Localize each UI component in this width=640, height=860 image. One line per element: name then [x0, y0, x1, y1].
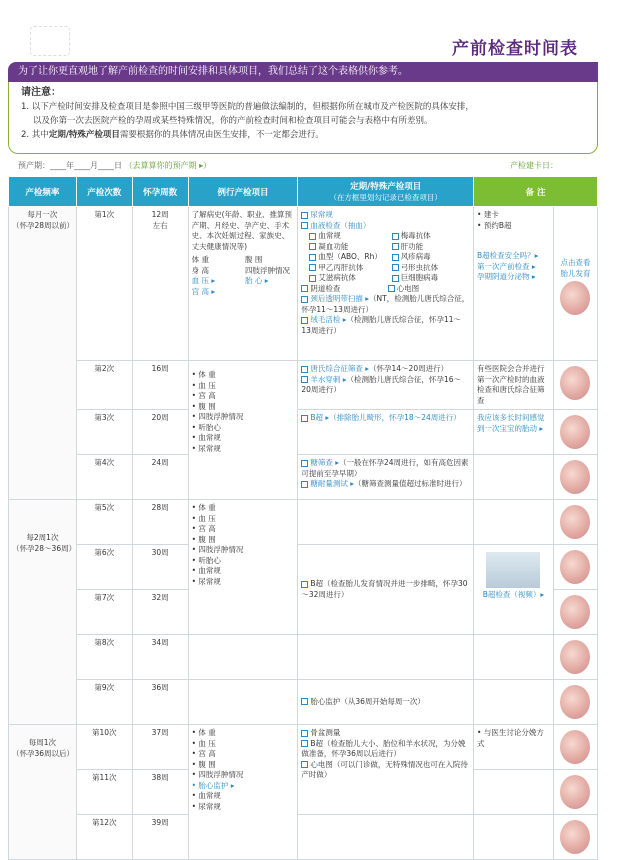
visit-number: 第1次 — [76, 207, 132, 361]
remarks: • 建卡 • 预约B超 B超检查安全吗？▸ 第一次产前检查 ▸ 孕期阴道分泌物 ▸ — [474, 207, 554, 361]
amnio-link[interactable]: 羊水穿刺 ▸ — [310, 374, 347, 384]
header-visit: 产检次数 — [76, 177, 132, 207]
first-checkup-link[interactable]: 第一次产前检查 ▸ — [477, 261, 536, 271]
video-thumbnail[interactable] — [486, 552, 540, 588]
special-items: 尿常规 血液检查（抽血） 血常规 梅毒抗体 凝血功能 肝功能 血型（ABO、Rh） 风疹病毒 甲乙丙肝抗体 弓形虫抗体 艾滋病抗体 巨细胞病毒 阴道检查 心电图 颈后透明带扫描 ▸（NT，检测胎儿唐氏综合征，怀孕11～13周进行） 绒毛活检 ▸（检测胎儿唐氏综合征，怀孕11～13周进行） — [298, 207, 474, 361]
fundal-height-link[interactable]: 宫 高 ▸ — [191, 286, 216, 296]
fetus-image[interactable] — [560, 505, 590, 539]
fetus-dev-link[interactable]: 点击查看胎儿发育 — [560, 258, 591, 278]
notes-box — [8, 82, 598, 154]
cvs-link[interactable]: 绒毛活检 ▸ — [310, 315, 347, 324]
note-2: 2. 其中定期/特殊产检项目需要根据你的具体情况由医生安排，不一定都会进行。 — [21, 130, 324, 140]
header-remarks: 备 注 — [474, 177, 598, 207]
bp-link[interactable]: 血 压 ▸ — [191, 276, 216, 285]
fetus-image[interactable] — [560, 640, 590, 674]
bscan-video-link[interactable]: B超检查（视频）▸ — [482, 590, 545, 599]
down-screen-link[interactable]: 唐氏综合征筛查 ▸ — [310, 364, 370, 373]
header-weeks: 怀孕周数 — [132, 177, 188, 207]
nst-link[interactable]: • 胎心监护 ▸ — [192, 781, 295, 792]
page-title: 产前检查时间表 — [452, 39, 578, 59]
glucose-screen-link[interactable]: 糖筛查 ▸ — [310, 458, 340, 467]
due-date-label: 预产期：____年____月____日 — [18, 161, 122, 170]
fetus-image[interactable] — [560, 366, 590, 400]
gtt-link[interactable]: 糖耐量测试 ▸ — [310, 479, 355, 488]
discharge-link[interactable]: 孕期阴道分泌物 ▸ — [477, 272, 536, 281]
fetus-image[interactable] — [560, 730, 590, 764]
routine-items: • 体 重 • 血 压 • 宫 高 • 腹 围 • 四肢浮肿情况 • 胎心监护 ▸ • 血常规 • 尿常规 — [188, 725, 298, 860]
header-frequency: 产检频率 — [9, 177, 77, 207]
routine-items: 了解病史(年龄、职业、推算预产期、月经史、孕产史、手术史、本次妊娠过程、家族史、丈夫健康情况等) 体 重 腹 围 身 高 四肢浮肿情况 血 压 ▸ 胎 心 ▸ 宫 高 ▸ — [188, 207, 298, 361]
due-date-link[interactable]: （去算算你的预产期 ▸） — [124, 161, 212, 170]
header-special: 定期/特殊产检项目 （在方框里划勾记录已检查项目） — [298, 177, 474, 207]
card-date-label: 产检建卡日： — [510, 161, 558, 170]
bscan-anomaly-link[interactable]: B超 ▸（排除胎儿畸形，怀孕18～24周进行） — [310, 413, 461, 422]
bscan-safe-link[interactable]: B超检查安全吗？▸ — [477, 251, 539, 260]
fetal-movement-link[interactable]: 我应该多长时间感觉到一次宝宝的胎动 ▸ — [474, 410, 554, 455]
fetus-column — [553, 207, 597, 361]
checkbox[interactable] — [301, 212, 308, 219]
date-line — [18, 160, 598, 171]
schedule-table: 产检频率 产检次数 怀孕周数 例行产检项目 定期/特殊产检项目 （在方框里划勾记录已检查项目） 备 注 每月一次 （怀孕28周以前） 第1次 12周 左右 了解病史(年龄、职业、推算预产期、月经史、孕产史、手术史、本次妊娠过程、家族史、丈夫健康情况等) 体 重 腹 围 身 高 四肢浮肿情况 血 压 ▸ 胎 心 ▸ 宫 高 ▸ 尿常规 血液检查（抽血） 血常规 梅毒抗体 凝血功能 肝功能 血型（ABO、Rh） 风疹病毒 甲乙丙肝抗体 弓形虫抗体 艾滋病抗体 巨细胞病毒 阴道检查 心电图 颈后透明带扫描 ▸（NT，检测胎儿唐氏综合征，怀孕11～13周进行） 绒毛活检 ▸（检测胎儿唐氏综合征，怀孕11～13周进行） • 建卡 • 预约B超 B超检查安全吗？▸ 第一次产前检查 ▸ 孕期阴道分泌物 ▸ 点击查看胎儿发育 第2次 16周 • 体 重 • 血 压 • 宫 高 • 腹 围 • 四肢浮肿情况 • 听胎心 • 血常规 • 尿常规 唐氏综合征筛查 ▸（怀孕14～20周进行） 羊水穿刺 ▸（检测胎儿唐氏综合征，怀孕16～20周进行） 有些医院会合并进行第一次产检时的血液检查和唐氏综合征筛查 第3次 20周 B超 ▸（排除胎儿畸形，怀孕18～24周进行） 我应该多长时间感觉到一次宝宝的胎动 ▸ 第4次 24周 糖筛查 ▸（一般在怀孕24周进行，如有高危因素可提前至孕早期） 糖耐量测试 ▸（糖筛查测量值超过标准时进行） 每2周1次 （怀孕28～36周） 第5次 28周 • 体 重 • 血 压 • 宫 高 • 腹 围 • 四肢浮肿情况 • 听胎心 • 血常规 • 尿常规 第6次 30周 B超（检查胎儿发育情况并进一步排畸，怀孕30～32周进行） B超检查（视频）▸ 第7次 32周 第8次 34周 第9次 36周 胎心监护（从36周开始每周一次） 每周1次 （怀孕36周以后） 第10次 37周 • 体 重 • 血 压 • 宫 高 • 腹 围 • 四肢浮肿情况 • 胎心监护 ▸ • 血常规 • 尿常规 骨盆测量 B超（检查胎儿大小、胎位和羊水状况，为分娩做准备，怀孕36周以后进行） 心电图（可以门诊做，无特殊情况也可在入院待产时做） • 与医生讨论分娩方式 第11次 38周 第12次 39周 — [8, 176, 598, 860]
note-1b: 以及你第一次去医院产检的孕周或某些特殊情况，你的产前检查时间和检查项目可能会与表格中有所差别。 — [33, 116, 433, 126]
freq-monthly: 每月一次 （怀孕28周以前） — [9, 207, 77, 500]
intro-banner: 为了让你更直观地了解产前检查的时间安排和具体项目，我们总结了这个表格供你参考。 — [8, 62, 598, 82]
fetal-heart-link[interactable]: 胎 心 ▸ — [244, 276, 269, 285]
header-routine: 例行产检项目 — [188, 177, 298, 207]
fetus-image[interactable] — [560, 820, 590, 854]
fetus-image[interactable] — [560, 460, 590, 494]
routine-items: • 体 重 • 血 压 • 宫 高 • 腹 围 • 四肢浮肿情况 • 听胎心 • 血常规 • 尿常规 — [188, 500, 298, 635]
routine-items: • 体 重 • 血 压 • 宫 高 • 腹 围 • 四肢浮肿情况 • 听胎心 • 血常规 • 尿常规 — [188, 361, 298, 500]
freq-biweekly: 每2周1次 （怀孕28～36周） — [9, 500, 77, 725]
fetus-image[interactable] — [560, 685, 590, 719]
brand-logo — [30, 26, 70, 56]
checkbox[interactable] — [301, 222, 308, 229]
fetus-image[interactable] — [560, 595, 590, 629]
fetus-image[interactable] — [560, 281, 590, 315]
fetus-image[interactable] — [560, 415, 590, 449]
visit-weeks: 12周 左右 — [132, 207, 188, 361]
nt-scan-link[interactable]: 颈后透明带扫描 ▸ — [310, 294, 370, 303]
notes-heading: 请注意： — [21, 87, 61, 98]
note-1: 1. 以下产检时间安排及检查项目是参照中国三级甲等医院的普遍做法编制的，但根据你所在城市及产检医院的具体安排， — [21, 102, 474, 112]
fetus-image[interactable] — [560, 775, 590, 809]
freq-weekly: 每周1次 （怀孕36周以后） — [9, 725, 77, 860]
fetus-image[interactable] — [560, 550, 590, 584]
